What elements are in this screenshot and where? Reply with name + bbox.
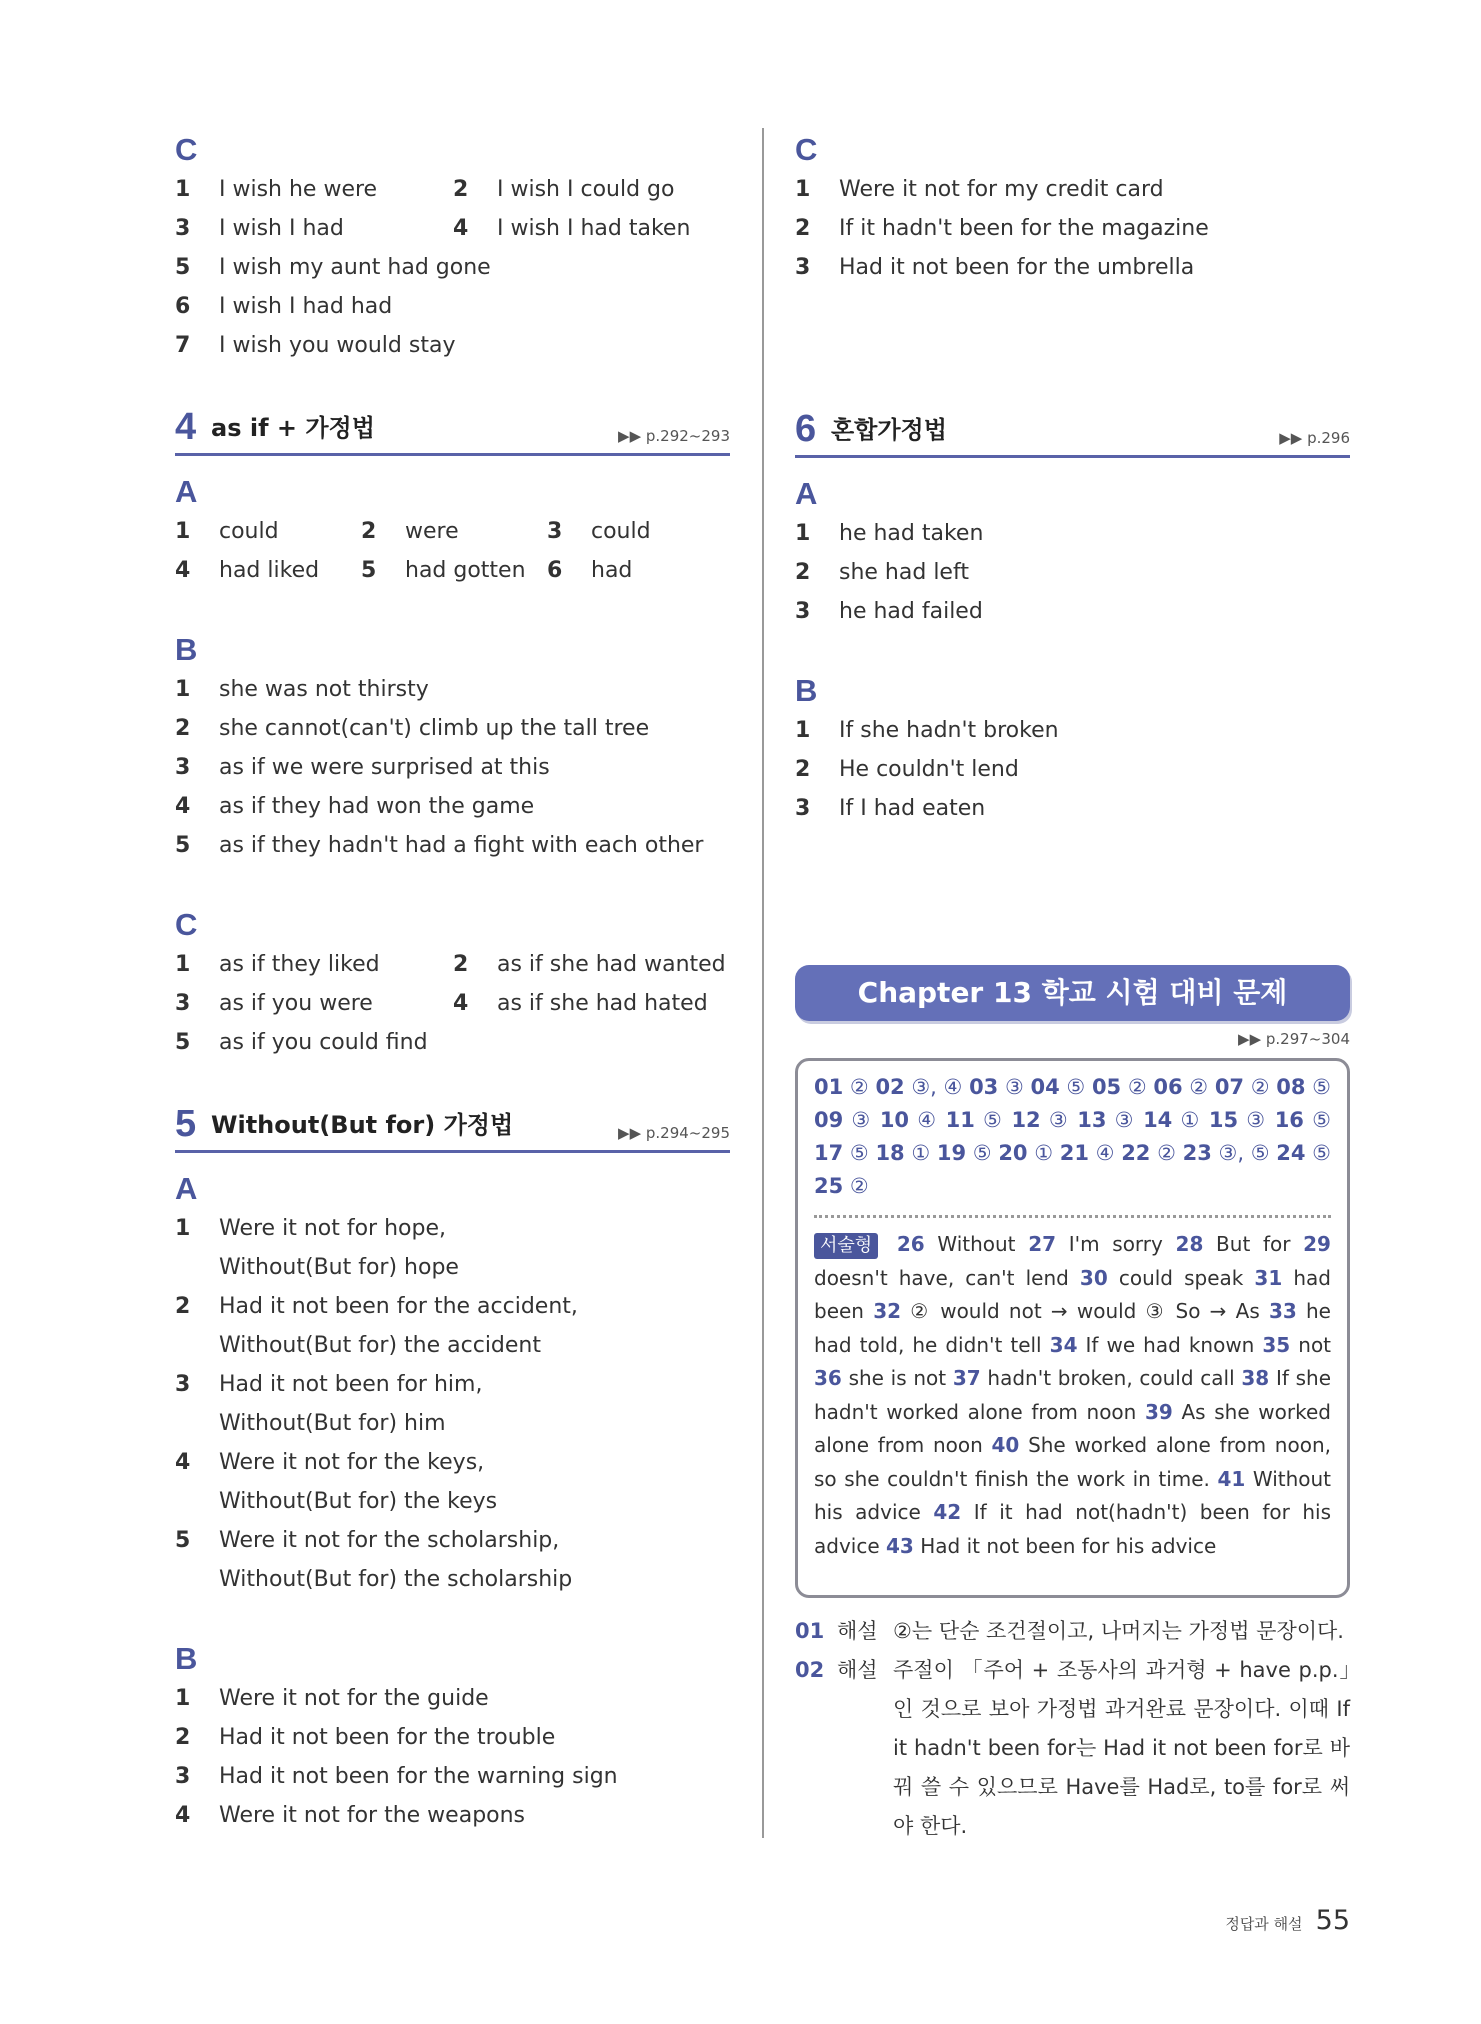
mc-answer [998, 1141, 1053, 1165]
mc-answer-choice: ② [1127, 1075, 1147, 1099]
written-answer [886, 1534, 1216, 1558]
list-item [175, 551, 730, 590]
list-item [175, 748, 730, 787]
list-item-continuation [175, 1560, 730, 1599]
item-text: had [591, 558, 633, 583]
written-answer [814, 1366, 946, 1390]
mc-answer-choice: ③, ④ [911, 1075, 963, 1099]
section-letter: B [175, 1641, 198, 1676]
mc-answer [1276, 1075, 1331, 1099]
item-text: He couldn't lend [839, 757, 1019, 782]
right-column [795, 130, 1350, 828]
item-text: I wish I could go [497, 177, 675, 202]
item-text: Were it not for the scholarship, [219, 1528, 560, 1553]
mc-answer [1060, 1141, 1115, 1165]
list-item [175, 1023, 730, 1062]
item-number: 1 [175, 1216, 191, 1241]
list-item [175, 248, 730, 287]
list-item [175, 1679, 730, 1718]
item-text: as if she had hated [497, 991, 708, 1016]
item-number: 2 [453, 177, 469, 202]
item-number: 5 [175, 1528, 191, 1553]
item-number: 2 [361, 519, 377, 544]
written-answer-text: Without his advice [814, 1466, 1332, 1524]
list-item [175, 1521, 730, 1560]
written-answer [1050, 1333, 1255, 1357]
written-answer-number: 31 [1254, 1265, 1283, 1290]
item-text: had liked [219, 558, 320, 583]
list-item [175, 670, 730, 709]
mc-answer-number: 17 [814, 1141, 844, 1165]
mc-answer-number: 22 [1121, 1141, 1151, 1165]
item-number: 4 [453, 216, 469, 241]
item-number: 1 [175, 677, 191, 702]
explanation-number: 01 [795, 1619, 825, 1643]
item-text: Had it not been for him, [219, 1372, 483, 1397]
page-reference: ▶▶ p.297~304 [1238, 1030, 1350, 1048]
mc-answer-choice: ⑤ [1312, 1075, 1331, 1099]
page-number: 55 [1315, 1905, 1350, 1936]
item-number: 4 [453, 991, 469, 1016]
item-text: Had it not been for the warning sign [219, 1764, 618, 1789]
mc-answer-number: 03 [969, 1075, 999, 1099]
mc-answer-number: 18 [875, 1141, 905, 1165]
mc-answer [1077, 1108, 1135, 1132]
mc-answer-number: 11 [945, 1108, 975, 1132]
section-title: Without(But for) 가정법 [211, 1111, 514, 1139]
list-item-continuation [175, 1248, 730, 1287]
item-text: as if they liked [219, 952, 380, 977]
section-number: 6 [795, 408, 817, 450]
list-item [175, 826, 730, 865]
written-answer-number: 33 [1268, 1299, 1297, 1323]
written-answer [1080, 1266, 1243, 1290]
written-answer-number: 30 [1079, 1265, 1108, 1290]
list-item [175, 984, 730, 1023]
list-item [175, 287, 730, 326]
mc-answer [1031, 1075, 1086, 1099]
item-text: she was not thirsty [219, 677, 429, 702]
page-reference: ▶▶ p.292~293 [618, 427, 730, 445]
mc-answer [814, 1141, 869, 1165]
written-answer-text: ② would not → would ③ So → As [910, 1299, 1260, 1323]
item-number: 3 [175, 1764, 191, 1789]
item-text: Were it not for my credit card [839, 177, 1164, 202]
left-column [175, 130, 730, 1835]
item-number: 4 [175, 558, 191, 583]
list-item [175, 1796, 730, 1835]
written-answer-number: 32 [873, 1299, 902, 1323]
item-text: I wish my aunt had gone [219, 255, 491, 280]
item-text: as if she had wanted [497, 952, 726, 977]
item-number: 5 [175, 833, 191, 858]
mc-answer [1011, 1108, 1069, 1132]
written-answer [953, 1366, 1235, 1390]
item-text: as if you were [219, 991, 373, 1016]
item-number: 2 [795, 216, 811, 241]
list-item [175, 1209, 730, 1248]
mc-answer-number: 19 [936, 1141, 967, 1165]
section-header-5 [175, 1102, 730, 1153]
dotted-divider [814, 1215, 1331, 1218]
mc-answer-number: 06 [1153, 1075, 1183, 1099]
written-answer-number: 39 [1145, 1399, 1173, 1424]
item-text: I wish you would stay [219, 333, 456, 358]
section-title: 혼합가정법 [831, 416, 947, 444]
written-answer-number: 41 [1217, 1466, 1246, 1491]
item-text: she had left [839, 560, 969, 585]
item-text: as if you could find [219, 1030, 428, 1055]
mc-answer-choice: ② [849, 1174, 869, 1198]
list-item [175, 1757, 730, 1796]
item-number: 1 [175, 519, 191, 544]
mc-answer-choice: ④ [917, 1108, 938, 1132]
mc-answer-number: 02 [875, 1075, 905, 1099]
item-text: If it hadn't been for the magazine [839, 216, 1209, 241]
item-number: 5 [361, 558, 377, 583]
explanation-text: 주절이 「주어 + 조동사의 과거형 + have p.p.」인 것으로 보아 가정법 과거완료 문장이다. 이때 If it hadn't been for는 Had it not been for로 바꿔 쓸 수 있으므로 Have를 Had로, to를 for로 써야 한다. [893, 1658, 1350, 1838]
mc-answer-number: 23 [1182, 1141, 1212, 1165]
mc-answer-choice: ③, ⑤ [1218, 1141, 1270, 1165]
section-letter: A [175, 1171, 198, 1206]
written-badge: 서술형 [814, 1233, 878, 1259]
item-number: 3 [175, 991, 191, 1016]
item-number: 1 [175, 1686, 191, 1711]
item-number: 3 [175, 755, 191, 780]
item-number: 1 [175, 952, 191, 977]
explanation-text: ②는 단순 조건절이고, 나머지는 가정법 문장이다. [893, 1619, 1344, 1643]
item-number: 3 [175, 1372, 191, 1397]
written-answer-text: he had told, he didn't tell [814, 1299, 1331, 1357]
mc-answer [937, 1141, 992, 1165]
written-answer [1176, 1232, 1291, 1256]
mc-answer [969, 1075, 1024, 1099]
mc-answer-choice: ⑤ [983, 1108, 1004, 1132]
written-answer-number: 29 [1303, 1232, 1331, 1256]
written-answer-number: 42 [933, 1500, 962, 1524]
mc-answer [875, 1075, 962, 1099]
item-text: If she hadn't broken [839, 718, 1059, 743]
mc-answer-choice: ① [1034, 1141, 1054, 1165]
item-text: Had it not been for the trouble [219, 1725, 556, 1750]
written-answer [1262, 1333, 1331, 1357]
mc-answer [1209, 1108, 1267, 1132]
written-answers [814, 1228, 1331, 1563]
mc-answer-choice: ⑤ [1066, 1075, 1086, 1099]
footer-label: 정답과 해설 [1225, 1915, 1303, 1933]
item-text: Were it not for hope, [219, 1216, 446, 1241]
item-text: I wish I had had [219, 294, 393, 319]
mc-answer-choice: ③ [1114, 1108, 1135, 1132]
written-answer-text: doesn't have, can't lend [814, 1265, 1069, 1290]
list-item-continuation [175, 1326, 730, 1365]
section-number: 4 [175, 406, 197, 448]
mc-answer [875, 1141, 930, 1165]
section-letter: C [175, 907, 198, 942]
mc-answer-choice: ③ [851, 1108, 872, 1132]
item-text: Were it not for the weapons [219, 1803, 526, 1828]
item-text: Had it not been for the umbrella [839, 255, 1195, 280]
mc-answer [1092, 1075, 1147, 1099]
item-text: he had taken [839, 521, 984, 546]
written-answer-text: If she hadn't worked alone from noon [814, 1366, 1331, 1424]
explanation-item [795, 1651, 1350, 1846]
mc-answer [1143, 1108, 1201, 1132]
written-answer-number: 38 [1241, 1366, 1270, 1390]
item-number: 6 [547, 558, 563, 583]
mc-answer-choice: ① [1180, 1108, 1201, 1132]
page-reference: ▶▶ p.294~295 [618, 1124, 730, 1142]
written-answer-text: She worked alone from noon, so she couldn't finish the work in time. [814, 1433, 1331, 1491]
written-answer-text: Had it not been for his advice [920, 1533, 1217, 1558]
item-text: were [405, 519, 459, 544]
answer-key-box [795, 1058, 1350, 1598]
mc-answer-number: 16 [1274, 1108, 1304, 1132]
written-answer-number: 26 [896, 1232, 925, 1256]
mc-answer-number: 21 [1059, 1141, 1089, 1165]
item-text: I wish I had [219, 216, 344, 241]
section-letter: B [175, 632, 198, 667]
item-text: could [219, 519, 279, 544]
mc-answer-number: 25 [814, 1174, 844, 1198]
mc-answer-choice: ④ [1095, 1141, 1115, 1165]
item-text: as if we were surprised at this [219, 755, 550, 780]
list-item [795, 170, 1350, 209]
section-header-6 [795, 407, 1350, 458]
list-item [795, 750, 1350, 789]
list-item [795, 553, 1350, 592]
section-number: 5 [175, 1103, 197, 1145]
list-item [795, 209, 1350, 248]
mc-answer-choice: ⑤ [849, 1141, 869, 1165]
item-text: as if they hadn't had a fight with each other [219, 833, 704, 858]
item-text: Without(But for) hope [219, 1255, 459, 1280]
written-answer-number: 36 [814, 1366, 842, 1390]
section-letter: A [175, 474, 198, 509]
written-answer-text: had been [814, 1265, 1331, 1323]
mc-answer-number: 20 [998, 1141, 1028, 1165]
section-title: as if + 가정법 [211, 414, 375, 442]
list-item [175, 512, 730, 551]
item-number: 2 [175, 1725, 191, 1750]
multiple-choice-answers [814, 1071, 1331, 1203]
mc-answer-choice: ③ [1246, 1108, 1267, 1132]
mc-answer-number: 13 [1077, 1108, 1107, 1132]
page-footer [1225, 1905, 1350, 1936]
mc-answer [1215, 1075, 1270, 1099]
item-number: 1 [795, 718, 811, 743]
item-number: 3 [795, 599, 811, 624]
item-text: Without(But for) the scholarship [219, 1567, 573, 1592]
mc-answer-choice: ⑤ [972, 1141, 992, 1165]
section-letter: B [795, 673, 818, 708]
explanation-number: 02 [795, 1658, 825, 1682]
column-divider [762, 128, 764, 1838]
mc-answer [814, 1108, 872, 1132]
mc-answer-choice: ① [911, 1141, 931, 1165]
mc-answer-choice: ② [849, 1075, 869, 1099]
list-item [175, 709, 730, 748]
list-item-continuation [175, 1482, 730, 1521]
item-text: Had it not been for the accident, [219, 1294, 578, 1319]
mc-answer [1275, 1108, 1331, 1132]
written-answer-number: 37 [952, 1366, 981, 1390]
mc-answer-number: 09 [814, 1108, 844, 1132]
mc-answer-number: 07 [1214, 1075, 1245, 1099]
item-number: 6 [175, 294, 191, 319]
written-answer-text: If we had known [1085, 1332, 1255, 1357]
item-number: 3 [175, 216, 191, 241]
item-text: Without(But for) the accident [219, 1333, 541, 1358]
list-item [795, 248, 1350, 287]
written-answer [873, 1299, 1260, 1323]
item-number: 4 [175, 1450, 191, 1475]
written-answer-text: hadn't broken, could call [987, 1366, 1235, 1390]
mc-answer-choice: ③ [1048, 1108, 1070, 1132]
section-letter: A [795, 476, 818, 511]
item-number: 5 [175, 255, 191, 280]
section-letter: C [175, 132, 198, 167]
written-answer-text: she is not [848, 1366, 947, 1390]
item-text: Were it not for the keys, [219, 1450, 485, 1475]
written-answer-text: not [1298, 1332, 1332, 1357]
mc-answer-number: 24 [1276, 1141, 1306, 1165]
list-item [175, 787, 730, 826]
section-header-4 [175, 405, 730, 456]
list-item [175, 945, 730, 984]
item-number: 2 [175, 716, 191, 741]
list-item [175, 326, 730, 365]
item-number: 1 [795, 521, 811, 546]
mc-answer-number: 12 [1011, 1108, 1041, 1132]
item-number: 4 [175, 794, 191, 819]
written-answer-text: As she worked alone from noon [814, 1399, 1331, 1457]
written-answer-text: I'm sorry [1068, 1232, 1163, 1256]
item-text: Were it not for the guide [219, 1686, 489, 1711]
written-answer-number: 43 [886, 1533, 914, 1558]
written-answer-number: 28 [1175, 1232, 1204, 1256]
section-letter: C [795, 132, 818, 167]
item-number: 3 [795, 796, 811, 821]
item-text: Without(But for) the keys [219, 1489, 498, 1514]
item-text: If I had eaten [839, 796, 986, 821]
mc-answer-choice: ② [1250, 1075, 1270, 1099]
mc-answer [1183, 1141, 1270, 1165]
mc-answer-number: 05 [1091, 1075, 1122, 1099]
mc-answer-number: 10 [879, 1108, 910, 1132]
mc-answer-choice: ⑤ [1312, 1141, 1331, 1165]
item-number: 7 [175, 333, 191, 358]
item-text: I wish he were [219, 177, 378, 202]
mc-answer [1121, 1141, 1176, 1165]
list-item [175, 1718, 730, 1757]
mc-answer-choice: ② [1157, 1141, 1176, 1165]
explanation-item [795, 1612, 1350, 1651]
written-answer-number: 35 [1262, 1332, 1291, 1357]
item-number: 3 [795, 255, 811, 280]
item-text: could [591, 519, 651, 544]
item-text: he had failed [839, 599, 983, 624]
mc-answer [880, 1108, 938, 1132]
item-number: 1 [175, 177, 191, 202]
explanation-label: 해설 [837, 1619, 878, 1643]
item-number: 1 [795, 177, 811, 202]
written-answer-text: If it had not(hadn't) been for his advice [814, 1500, 1331, 1558]
written-answer [897, 1232, 1016, 1256]
page-reference: ▶▶ p.296 [1279, 429, 1350, 447]
item-number: 2 [795, 757, 811, 782]
mc-answer [1153, 1075, 1208, 1099]
item-number: 5 [175, 1030, 191, 1055]
mc-answer [1276, 1141, 1331, 1165]
mc-answer [946, 1108, 1004, 1132]
mc-answer-number: 15 [1208, 1108, 1239, 1132]
mc-answer-number: 08 [1276, 1075, 1306, 1099]
written-answer [1028, 1232, 1163, 1256]
written-answer-number: 40 [991, 1433, 1020, 1457]
chapter-banner: Chapter 13 학교 시험 대비 문제 [795, 965, 1350, 1021]
mc-answer-number: 04 [1030, 1075, 1060, 1099]
item-text: she cannot(can't) climb up the tall tree [219, 716, 650, 741]
mc-answer-number: 14 [1143, 1108, 1173, 1132]
list-item [175, 1365, 730, 1404]
written-answer-text: But for [1216, 1232, 1291, 1256]
item-text: I wish I had taken [497, 216, 691, 241]
item-number: 2 [175, 1294, 191, 1319]
mc-answer-choice: ③ [1004, 1075, 1024, 1099]
list-item [795, 514, 1350, 553]
mc-answer-number: 01 [814, 1075, 844, 1099]
written-answer-number: 34 [1049, 1332, 1078, 1357]
written-answer-number: 27 [1028, 1232, 1057, 1256]
item-text: Without(But for) him [219, 1411, 446, 1436]
written-answer-text: could speak [1118, 1265, 1244, 1290]
explanation-label: 해설 [837, 1658, 878, 1682]
list-item [175, 1443, 730, 1482]
mc-answer-choice: ② [1189, 1075, 1209, 1099]
item-number: 4 [175, 1803, 191, 1828]
mc-answer [814, 1174, 869, 1198]
list-item [175, 209, 730, 248]
list-item [175, 170, 730, 209]
item-number: 3 [547, 519, 563, 544]
written-answer-text: Without [937, 1232, 1016, 1256]
item-text: had gotten [405, 558, 526, 583]
item-number: 2 [453, 952, 469, 977]
list-item-continuation [175, 1404, 730, 1443]
list-item [795, 711, 1350, 750]
item-text: as if they had won the game [219, 794, 535, 819]
explanations [795, 1612, 1350, 1846]
mc-answer [814, 1075, 869, 1099]
list-item [795, 592, 1350, 631]
item-number: 2 [795, 560, 811, 585]
mc-answer-choice: ⑤ [1312, 1108, 1331, 1132]
list-item [795, 789, 1350, 828]
list-item [175, 1287, 730, 1326]
